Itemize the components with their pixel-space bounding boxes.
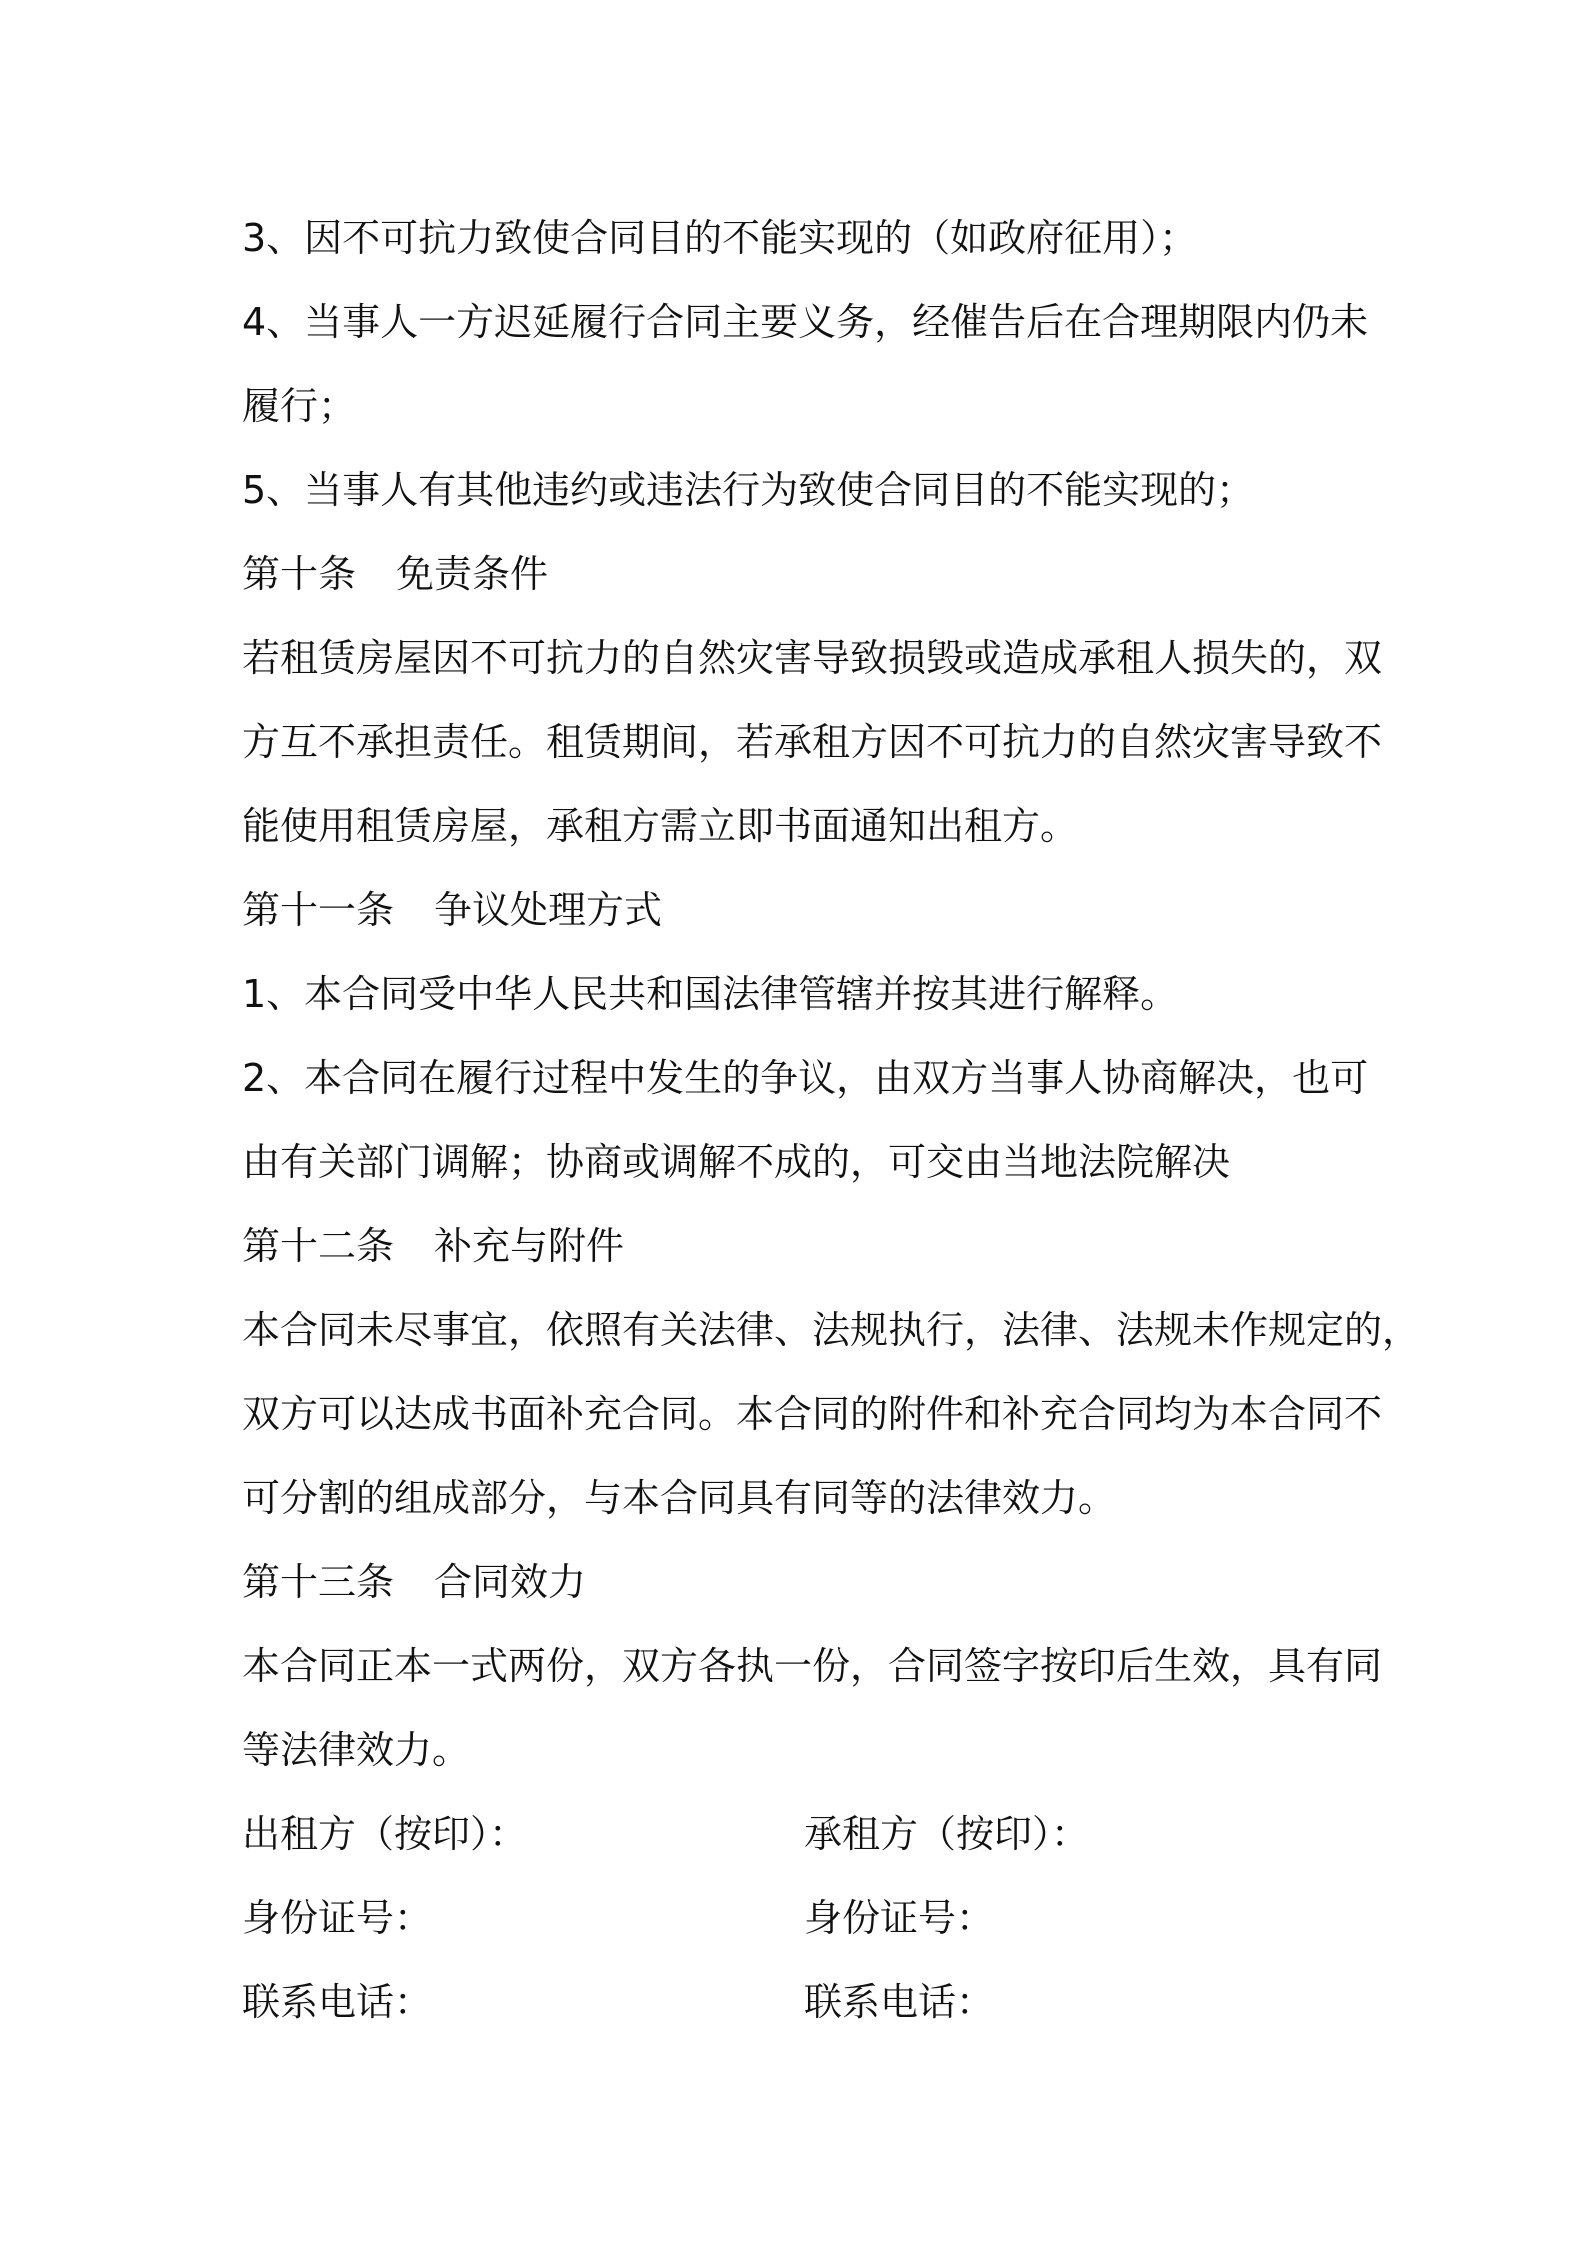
lessee-phone-label: 联系电话： [804, 1980, 995, 2024]
article-title: 补充与附件 [434, 1224, 625, 1268]
article-title: 免责条件 [396, 552, 549, 596]
lessee-seal-label: 承租方（按印）： [804, 1812, 1090, 1856]
article-heading-13 [242, 1540, 1362, 1624]
lessor-id-label: 身份证号： [242, 1896, 433, 1940]
paragraph-line: 方互不承担责任。租赁期间，若承租方因不可抗力的自然灾害导致不 [242, 720, 1383, 764]
paragraph-line: 等法律效力。 [242, 1728, 471, 1772]
paragraph-line: 双方可以达成书面补充合同。本合同的附件和补充合同均为本合同不 [242, 1392, 1383, 1436]
paragraph-line: 能使用租赁房屋，承租方需立即书面通知出租方。 [242, 804, 1079, 848]
contract-text [242, 196, 1421, 2044]
article-number: 第十三条 [242, 1560, 395, 1604]
clause-line: 5、当事人有其他违约或违法行为致使合同目的不能实现的； [242, 468, 1255, 512]
article-heading-12 [242, 1204, 1362, 1288]
clause-line: 履行； [242, 384, 357, 428]
signature-row-seal [242, 1792, 1362, 1876]
article-heading-11 [242, 868, 1362, 952]
paragraph-line: 若租赁房屋因不可抗力的自然灾害导致损毁或造成承租人损失的，双 [242, 636, 1383, 680]
article-heading-10 [242, 532, 1362, 616]
clause-line: 3、因不可抗力致使合同目的不能实现的（如政府征用）； [242, 216, 1198, 260]
paragraph-line: 2、本合同在履行过程中发生的争议，由双方当事人协商解决，也可 [242, 1056, 1369, 1100]
paragraph-line: 可分割的组成部分，与本合同具有同等的法律效力。 [242, 1476, 1117, 1520]
paragraph-line: 1、本合同受中华人民共和国法律管辖并按其进行解释。 [242, 972, 1179, 1016]
signature-row-id [242, 1876, 1362, 1960]
article-number: 第十二条 [242, 1224, 395, 1268]
article-number: 第十条 [242, 552, 357, 596]
paragraph-line: 本合同正本一式两份，双方各执一份，合同签字按印后生效，具有同 [242, 1644, 1383, 1688]
paragraph-line: 由有关部门调解；协商或调解不成的，可交由当地法院解决 [242, 1140, 1231, 1184]
lessor-seal-label: 出租方（按印）： [242, 1812, 528, 1856]
clause-line: 4、当事人一方迟延履行合同主要义务，经催告后在合理期限内仍未 [242, 300, 1369, 344]
paragraph-line: 本合同未尽事宜，依照有关法律、法规执行，法律、法规未作规定的， [242, 1308, 1421, 1352]
lessor-phone-label: 联系电话： [242, 1980, 433, 2024]
article-title: 争议处理方式 [434, 888, 663, 932]
signature-row-phone [242, 1960, 1362, 2044]
article-number: 第十一条 [242, 888, 395, 932]
lessee-id-label: 身份证号： [804, 1896, 995, 1940]
article-title: 合同效力 [434, 1560, 587, 1604]
